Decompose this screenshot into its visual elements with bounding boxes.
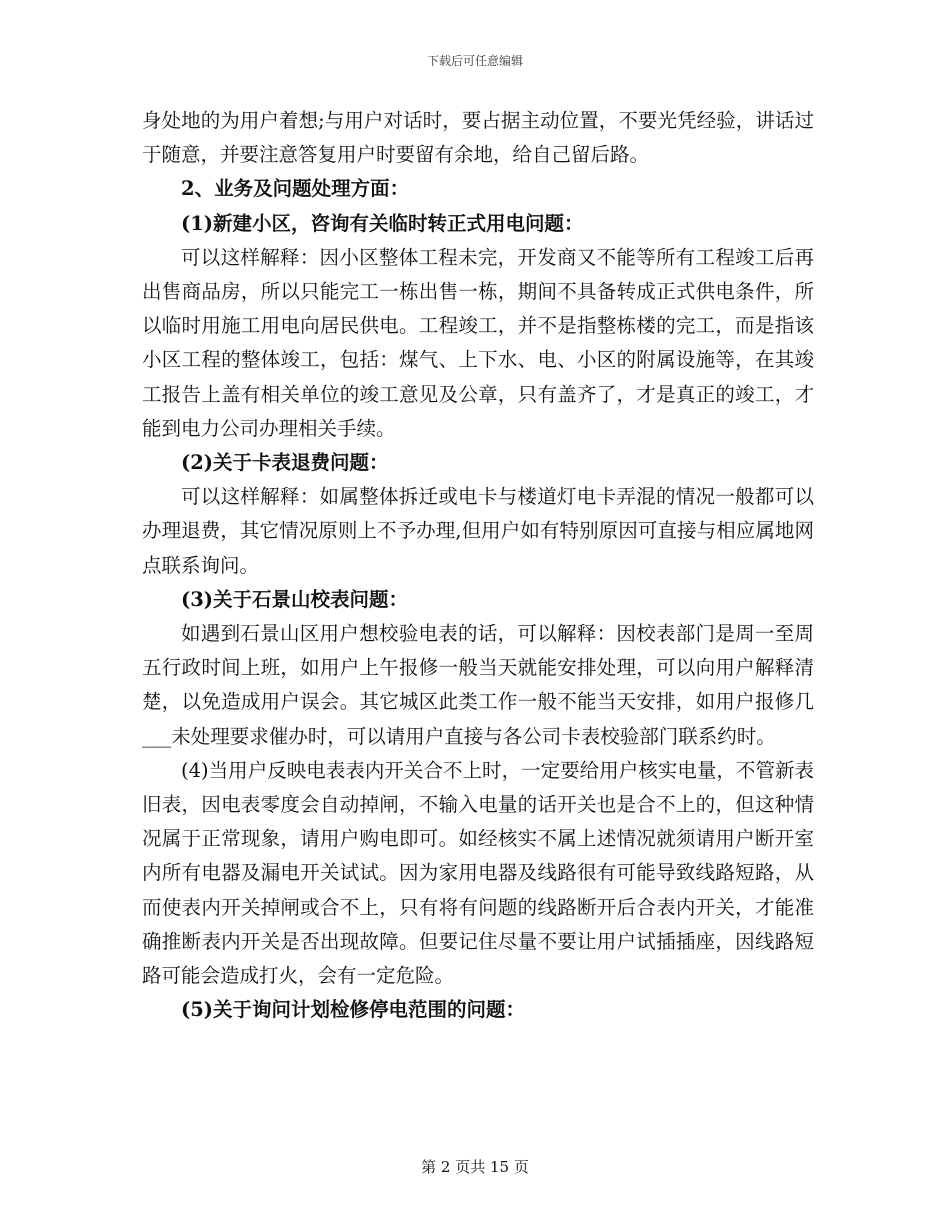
subheading-planned-outage: (5)关于询问计划检修停电范围的问题：	[181, 998, 526, 1022]
page-header: 下载后可任意编辑	[426, 54, 523, 68]
page-footer: 第 2 页共 15 页	[421, 1158, 529, 1176]
subheading-card-refund: (2)关于卡表退费问题：	[181, 451, 389, 475]
paragraph-shijingshan-meter: 如遇到石景山区用户想校验电表的话，可以解释：因校表部门是周一至周五行政时间上班，如用户上午报修一般当天就能安排处理，可以向用户解释清楚，以免造成用户误会。其它城区此类工作一般不能当天安排，如用户报修几___未处理要求催办时，可以请用户直接与各公司卡表校验部门联系约时。	[142, 622, 814, 748]
paragraph-meter-switch: (4)当用户反映电表表内开关合不上时，一定要给用户核实电量，不管新表旧表，因电表零度会自动掉闸，不输入电量的话开关也是合不上的，但这种情况属于正常现象，请用户购电即可。如经核实不属上述情况就须请用户断开室内所有电器及漏电开关试试。因为家用电器及线路很有可能导致线路短路，从而使表内开关掉闸或合不上，只有将有问题的线路断开后合表内开关，才能准确推断表内开关是否出现故障。但要记住尽量不要让用户试插插座，因线路短路可能会造成打火，会有一定危险。	[142, 758, 814, 988]
subheading-shijingshan-meter: (3)关于石景山校表问题：	[181, 587, 409, 611]
paragraph-1: 身处地的为用户着想;与用户对话时，要占据主动位置，不要光凭经验，讲话过于随意，并要注意答复用户时要留有余地，给自己留后路。	[142, 109, 814, 167]
paragraph-card-refund: 可以这样解释：如属整体拆迁或电卡与楼道灯电卡弄混的情况一般都可以办理退费，其它情况原则上不予办理,但用户如有特别原因可直接与相应属地网点联系询问。	[142, 485, 814, 577]
subheading-new-community: (1)新建小区，咨询有关临时转正式用电问题：	[181, 211, 584, 235]
paragraph-new-community: 可以这样解释：因小区整体工程未完，开发商又不能等所有工程竣工后再出售商品房，所以只能完工一栋出售一栋，期间不具备转成正式供电条件，所以临时用施工用电向居民供电。工程竣工，并不是指整栋楼的完工，而是指该小区工程的整体竣工，包括：煤气、上下水、电、小区的附属设施等，在其竣工报告上盖有相关单位的竣工意见及公章，只有盖齐了，才是真正的竣工，才能到电力公司办理相关手续。	[142, 245, 814, 440]
section-heading-business: 2、业务及问题处理方面：	[181, 177, 410, 201]
document-body	[142, 104, 814, 1027]
